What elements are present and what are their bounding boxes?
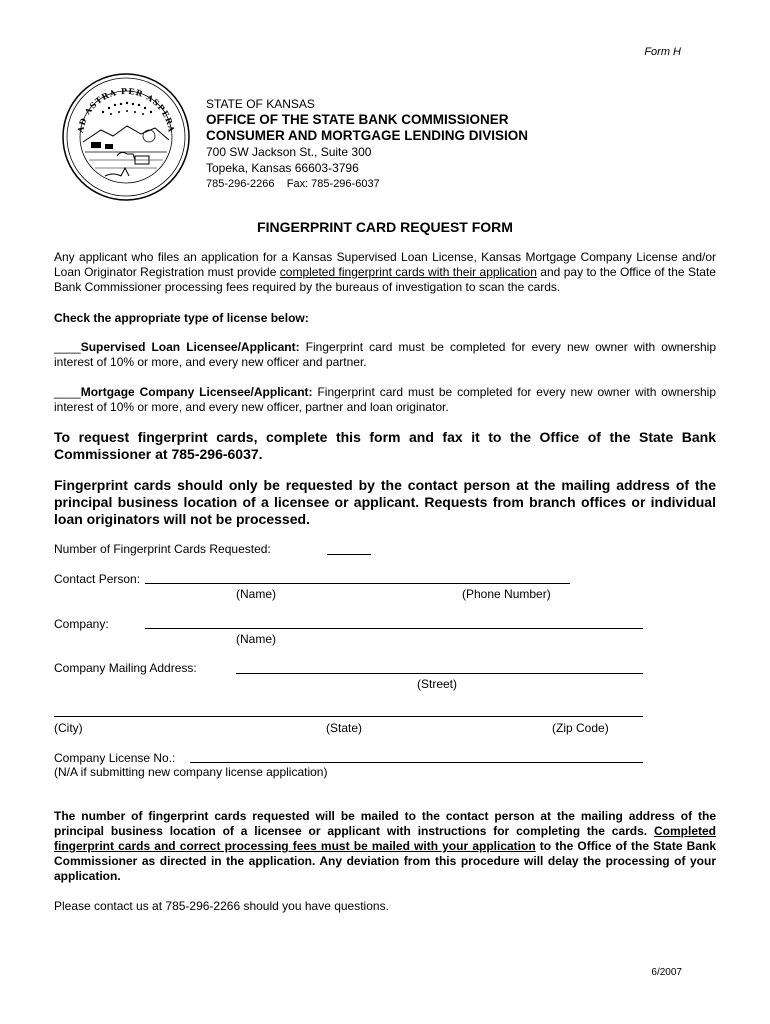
state-caption: (State) [326, 721, 363, 735]
phone-fax: 785-296-2266 Fax: 785-296-6037 [206, 178, 380, 190]
option-text: Fingerprint card must be completed for every new owner with ownership interest of 10% or more, and every new officer, partner and loan originator. [54, 385, 716, 414]
kansas-seal-icon [61, 72, 191, 202]
option-label: Supervised Loan Licensee/Applicant: [80, 340, 300, 354]
option-blank[interactable]: ____ [54, 385, 81, 399]
footer-paragraph [54, 809, 716, 884]
company-name-caption: (Name) [236, 632, 277, 646]
form-title: FINGERPRINT CARD REQUEST FORM [257, 219, 513, 235]
office-name: OFFICE OF THE STATE BANK COMMISSIONER [206, 112, 509, 127]
contact-notice: Fingerprint cards should only be requested by the contact person at the mailing address of the principal business location of a licensee or applicant. Requests from branch offices or individual loan originators will not be processed. [54, 477, 716, 527]
footer-underlined: Completed fingerprint cards and correct processing fees must be mailed with your application [54, 824, 716, 853]
contact-phone-caption: (Phone Number) [462, 587, 551, 601]
option-text: Fingerprint card must be completed for every new owner with ownership interest of 10% or more, and every new officer and partner. [54, 340, 716, 369]
option-blank[interactable]: ____ [54, 340, 81, 354]
intro-text-1: Any applicant who files an application for a Kansas Supervised Loan License, Kansas Mortgage Company License and/or Loan Originator Registration must provide [54, 250, 716, 279]
street-caption: (Street) [417, 677, 458, 691]
street-field[interactable] [236, 673, 643, 674]
footer-text-2: to the Office of the State Bank Commissioner as directed in the application. Any deviation from this procedure will delay the processing of your application. [54, 839, 716, 883]
division-name: CONSUMER AND MORTGAGE LENDING DIVISION [206, 128, 529, 143]
num-cards-label: Number of Fingerprint Cards Requested: [54, 542, 271, 556]
footer-text-1: The number of fingerprint cards requested will be mailed to the contact person at the mailing address of the principal business location of a licensee or applicant with instructions for completing the cards. [54, 809, 716, 838]
intro-underlined: completed fingerprint cards with their application [279, 265, 537, 279]
intro-text-2: and pay to the Office of the State Bank Commissioner processing fees required by the bureaus of investigation to scan the cards. [54, 265, 716, 294]
contact-person-label: Contact Person: [54, 572, 141, 586]
state-name: STATE OF KANSAS [206, 97, 315, 111]
revision-date: 6/2007 [651, 967, 682, 978]
option-mortgage-company[interactable] [54, 385, 716, 415]
address-line-1: 700 SW Jackson St., Suite 300 [206, 145, 372, 159]
option-supervised-loan[interactable] [54, 340, 716, 370]
city-state-zip-field[interactable] [54, 716, 643, 717]
zip-caption: (Zip Code) [552, 721, 609, 735]
form-id: Form H [644, 46, 681, 58]
intro-paragraph [54, 250, 716, 295]
contact-us-line: Please contact us at 785-296-2266 should you have questions. [54, 899, 389, 913]
company-field[interactable] [145, 628, 643, 629]
license-note: (N/A if submitting new company license application) [54, 765, 328, 779]
check-heading: Check the appropriate type of license below: [54, 311, 309, 325]
contact-name-caption: (Name) [236, 587, 277, 601]
company-label: Company: [54, 617, 109, 631]
option-label: Mortgage Company Licensee/Applicant: [80, 385, 313, 399]
city-caption: (City) [54, 721, 83, 735]
mailing-address-label: Company Mailing Address: [54, 661, 197, 675]
agency-header [206, 96, 528, 192]
license-label: Company License No.: [54, 751, 176, 765]
contact-person-field[interactable] [145, 583, 570, 584]
license-field[interactable] [190, 762, 643, 763]
fax-notice: To request fingerprint cards, complete this form and fax it to the Office of the State Bank Commissioner at 785-296-6037. [54, 429, 716, 462]
address-line-2: Topeka, Kansas 66603-3796 [206, 161, 359, 175]
num-cards-field[interactable] [327, 554, 371, 555]
seal-motto: AD ASTRA PER ASPERA [75, 85, 177, 134]
